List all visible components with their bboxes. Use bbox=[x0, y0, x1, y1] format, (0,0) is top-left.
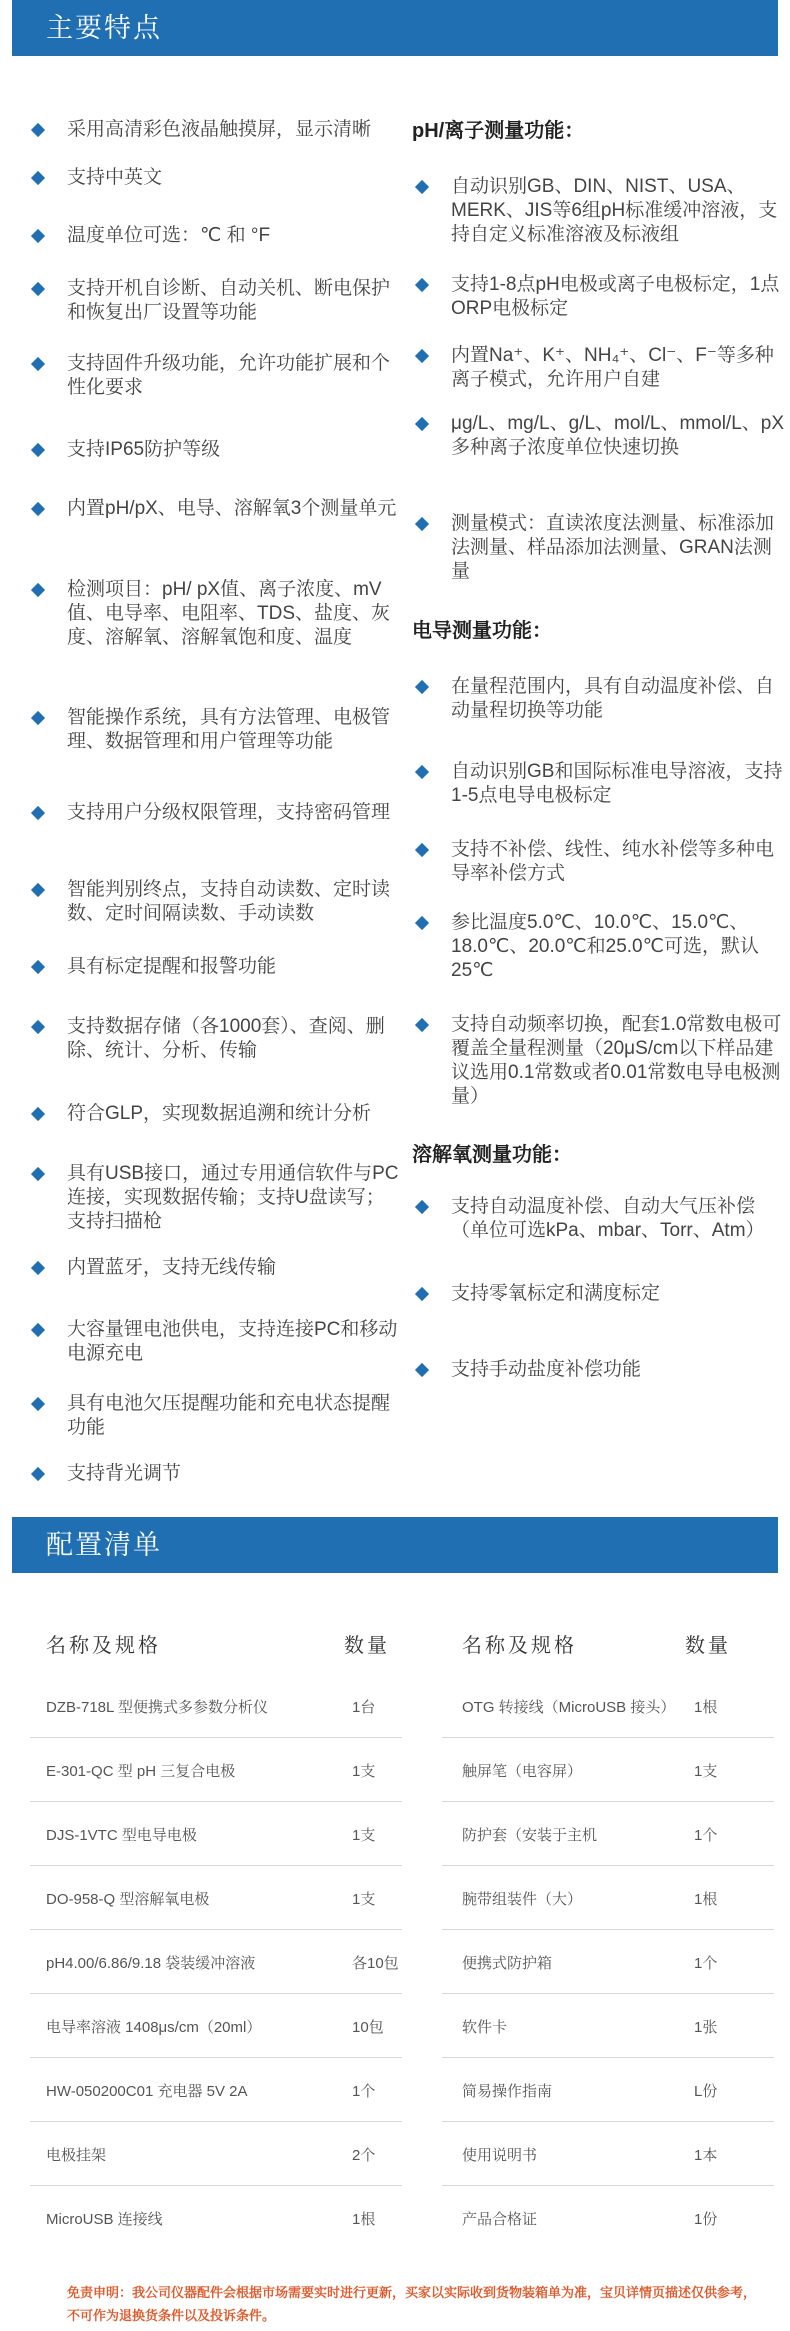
table-row: 腕带组装件（大） 1根 bbox=[442, 1866, 774, 1930]
feature-item: 支持不补偿、线性、纯水补偿等多种电导率补偿方式 bbox=[412, 838, 784, 886]
table-header bbox=[30, 1614, 402, 1674]
diamond-bullet-icon bbox=[31, 960, 45, 974]
feature-item: 支持背光调节 bbox=[33, 1462, 403, 1486]
diamond-bullet-icon bbox=[415, 843, 429, 857]
feature-item: 支持自动频率切换，配套1.0常数电极可覆盖全量程测量（20μS/cm以下样品建议选用0.1常数或者0.01常数电导电极测量） bbox=[412, 1013, 784, 1109]
table-row: 使用说明书 1本 bbox=[442, 2122, 774, 2186]
feature-item: 智能判别终点，支持自动读数、定时读数、定时间隔读数、手动读数 bbox=[33, 878, 403, 926]
diamond-bullet-icon bbox=[415, 765, 429, 779]
diamond-bullet-icon bbox=[415, 916, 429, 930]
table-row: 电导率溶液 1408μs/cm（20ml） 10包 bbox=[30, 1994, 402, 2058]
table-row: DZB-718L 型便携式多参数分析仪 1台 bbox=[30, 1674, 402, 1738]
table-row: MicroUSB 连接线 1根 bbox=[46, 2211, 376, 2228]
feature-item: 支持IP65防护等级 bbox=[33, 438, 403, 462]
config-section-header bbox=[12, 1517, 778, 1573]
diamond-bullet-icon bbox=[415, 1287, 429, 1301]
diamond-bullet-icon bbox=[31, 123, 45, 137]
table-row: 简易操作指南 L份 bbox=[442, 2058, 774, 2122]
features-section-header bbox=[12, 0, 778, 56]
feature-item: 参比温度5.0℃、10.0℃、15.0℃、18.0℃、20.0℃和25.0℃可选，默认25℃ bbox=[412, 911, 784, 983]
header-qty: 数量 bbox=[344, 1635, 390, 1657]
feature-item: 支持用户分级权限管理，支持密码管理 bbox=[33, 801, 403, 825]
feature-item: 采用高清彩色液晶触摸屏，显示清晰 bbox=[33, 118, 403, 142]
feature-item: 大容量锂电池供电，支持连接PC和移动电源充电 bbox=[33, 1318, 403, 1366]
feature-item: 支持零氧标定和满度标定 bbox=[412, 1282, 784, 1306]
feature-item: 支持数据存储（各1000套）、查阅、删除、统计、分析、传输 bbox=[33, 1015, 403, 1063]
diamond-bullet-icon bbox=[31, 806, 45, 820]
table-row: HW-050200C01 充电器 5V 2A 1个 bbox=[30, 2058, 402, 2122]
feature-item: 支持自动温度补偿、自动大气压补偿（单位可选kPa、mbar、Torr、Atm） bbox=[412, 1195, 784, 1243]
diamond-bullet-icon bbox=[415, 278, 429, 292]
feature-item: 自动识别GB、DIN、NIST、USA、MERK、JIS等6组pH标准缓冲溶液，支持自定义标准溶液及标液组 bbox=[412, 175, 784, 247]
diamond-bullet-icon bbox=[415, 417, 429, 431]
ph-group-title: pH/离子测量功能： bbox=[412, 120, 585, 142]
diamond-bullet-icon bbox=[31, 1107, 45, 1121]
diamond-bullet-icon bbox=[31, 1323, 45, 1337]
feature-item: 具有标定提醒和报警功能 bbox=[33, 955, 403, 979]
table-header bbox=[442, 1614, 774, 1674]
diamond-bullet-icon bbox=[415, 680, 429, 694]
header-name: 名称及规格 bbox=[46, 1635, 161, 1657]
feature-item: 支持固件升级功能，允许功能扩展和个性化要求 bbox=[33, 352, 403, 400]
feature-item: 支持开机自诊断、自动关机、断电保护和恢复出厂设置等功能 bbox=[33, 277, 403, 325]
diamond-bullet-icon bbox=[31, 1467, 45, 1481]
do-group-title: 溶解氧测量功能： bbox=[412, 1144, 572, 1166]
diamond-bullet-icon bbox=[31, 583, 45, 597]
diamond-bullet-icon bbox=[31, 1167, 45, 1181]
feature-item: 自动识别GB和国际标准电导溶液，支持1-5点电导电极标定 bbox=[412, 760, 784, 808]
feature-item: 支持1-8点pH电极或离子电极标定，1点ORP电极标定 bbox=[412, 273, 784, 321]
config-title: 配置清单 bbox=[46, 1530, 162, 1560]
feature-item: 温度单位可选：℃ 和 °F bbox=[33, 224, 403, 248]
feature-item: 支持中英文 bbox=[33, 166, 403, 190]
table-row: 便携式防护箱 1个 bbox=[442, 1930, 774, 1994]
feature-item: 在量程范围内，具有自动温度补偿、自动量程切换等功能 bbox=[412, 675, 784, 723]
disclaimer-text: 免责申明：我公司仪器配件会根据市场需要实时进行更新，买家以实际收到货物装箱单为准，宝贝详情页描述仅供参考，不可作为退换货条件以及投诉条件。 bbox=[67, 2285, 757, 2323]
header-name: 名称及规格 bbox=[462, 1635, 577, 1657]
feature-item: μg/L、mg/L、g/L、mol/L、mmol/L、pX多种离子浓度单位快速切换 bbox=[412, 412, 784, 460]
diamond-bullet-icon bbox=[31, 883, 45, 897]
diamond-bullet-icon bbox=[415, 1363, 429, 1377]
header-qty: 数量 bbox=[685, 1635, 731, 1657]
feature-item: 具有USB接口，通过专用通信软件与PC连接，实现数据传输；支持U盘读写；支持扫描枪 bbox=[33, 1162, 403, 1234]
diamond-bullet-icon bbox=[31, 357, 45, 371]
feature-item: 支持手动盐度补偿功能 bbox=[412, 1358, 784, 1382]
diamond-bullet-icon bbox=[31, 443, 45, 457]
feature-item: 内置蓝牙，支持无线传输 bbox=[33, 1256, 403, 1280]
feature-item: 检测项目：pH/ pX值、离子浓度、mV值、电导率、电阻率、TDS、盐度、灰度、溶解氧、溶解氧饱和度、温度 bbox=[33, 578, 403, 650]
table-row: 触屏笔（电容屏） 1支 bbox=[442, 1738, 774, 1802]
feature-item: 具有电池欠压提醒功能和充电状态提醒功能 bbox=[33, 1392, 403, 1440]
table-row: 防护套（安装于主机 1个 bbox=[442, 1802, 774, 1866]
feature-item: 符合GLP，实现数据追溯和统计分析 bbox=[33, 1102, 403, 1126]
feature-item: 测量模式：直读浓度法测量、标准添加法测量、样品添加法测量、GRAN法测量 bbox=[412, 512, 784, 584]
table-row: E-301-QC 型 pH 三复合电极 1支 bbox=[30, 1738, 402, 1802]
features-title: 主要特点 bbox=[46, 13, 162, 43]
diamond-bullet-icon bbox=[31, 502, 45, 516]
table-row: pH4.00/6.86/9.18 袋装缓冲溶液 各10包 bbox=[30, 1930, 402, 1994]
diamond-bullet-icon bbox=[31, 1020, 45, 1034]
diamond-bullet-icon bbox=[31, 229, 45, 243]
cond-group-title: 电导测量功能： bbox=[412, 620, 552, 642]
table-row: 产品合格证 1份 bbox=[462, 2211, 718, 2228]
feature-item: 内置Na⁺、K⁺、NH₄⁺、Cl⁻、F⁻等多种离子模式，允许用户自建 bbox=[412, 344, 784, 392]
feature-item: 内置pH/pX、电导、溶解氧3个测量单元 bbox=[33, 497, 403, 521]
diamond-bullet-icon bbox=[31, 711, 45, 725]
table-row: 软件卡 1张 bbox=[442, 1994, 774, 2058]
diamond-bullet-icon bbox=[31, 1261, 45, 1275]
diamond-bullet-icon bbox=[415, 517, 429, 531]
diamond-bullet-icon bbox=[415, 349, 429, 363]
diamond-bullet-icon bbox=[415, 1200, 429, 1214]
diamond-bullet-icon bbox=[31, 171, 45, 185]
diamond-bullet-icon bbox=[415, 180, 429, 194]
table-row: DJS-1VTC 型电导电极 1支 bbox=[30, 1802, 402, 1866]
table-row: 电极挂架 2个 bbox=[30, 2122, 402, 2186]
diamond-bullet-icon bbox=[31, 1397, 45, 1411]
feature-item: 智能操作系统，具有方法管理、电极管理、数据管理和用户管理等功能 bbox=[33, 706, 403, 754]
diamond-bullet-icon bbox=[31, 282, 45, 296]
table-row: OTG 转接线（MicroUSB 接头） 1根 bbox=[442, 1674, 774, 1738]
diamond-bullet-icon bbox=[415, 1018, 429, 1032]
table-row: DO-958-Q 型溶解氧电极 1支 bbox=[30, 1866, 402, 1930]
